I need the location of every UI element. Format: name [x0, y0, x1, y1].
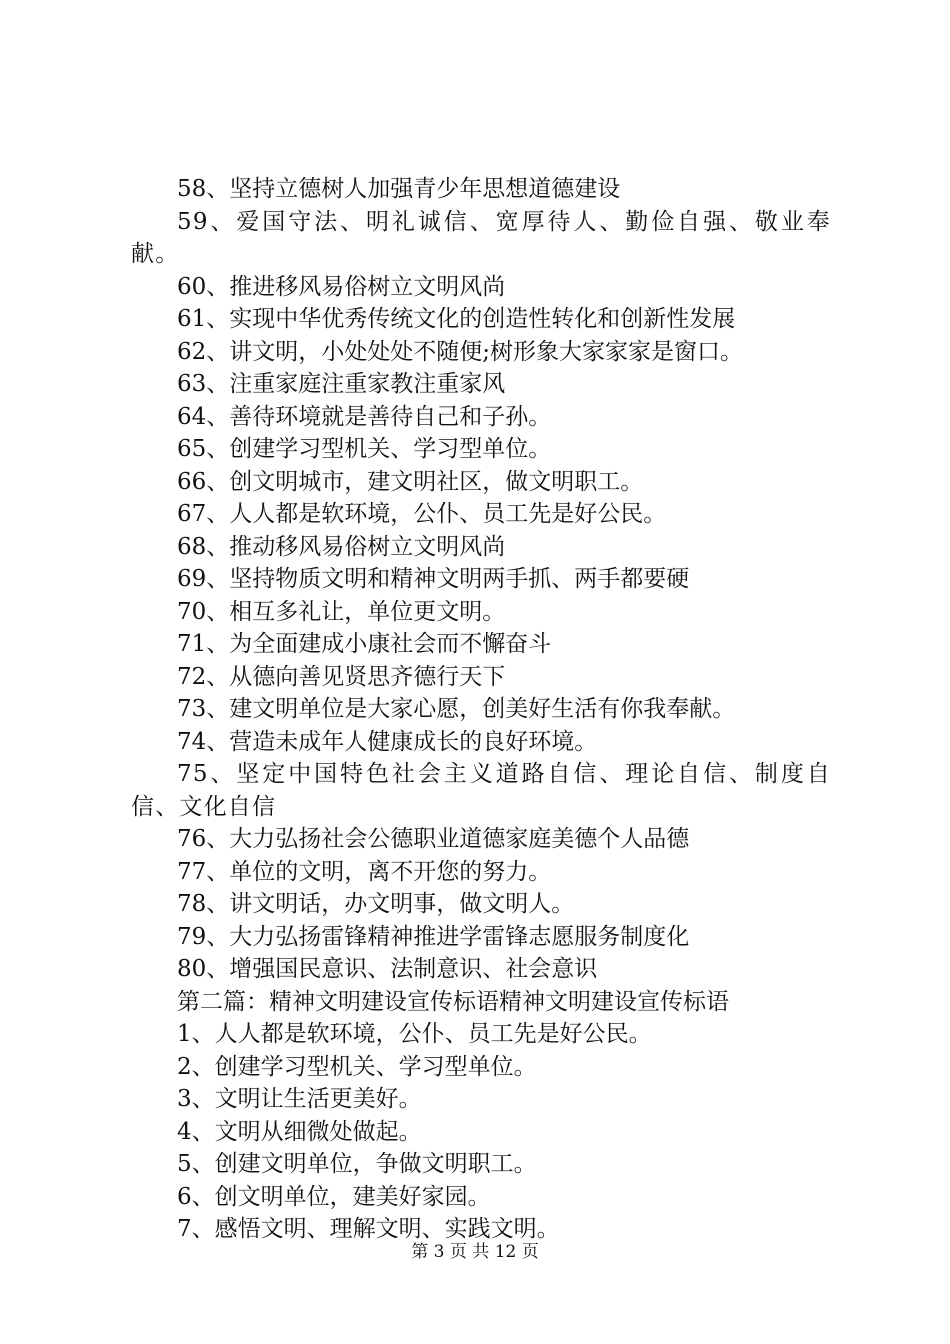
- text-line: 64、善待环境就是善待自己和子孙。: [177, 403, 552, 430]
- document-body: [131, 173, 831, 1246]
- text-line: 80、增强国民意识、法制意识、社会意识: [177, 956, 598, 982]
- section-heading: 第二篇：精神文明建设宣传标语精神文明建设宣传标语: [177, 988, 729, 1015]
- text-line: 3、文明让生活更美好。: [177, 1086, 422, 1112]
- text-line: 66、创文明城市，建文明社区，做文明职工。: [177, 468, 644, 495]
- text-line: 5、创建文明单位，争做文明职工。: [177, 1151, 537, 1177]
- text-line: 62、讲文明，小处处处不随便;树形象大家家家是窗口。: [177, 338, 744, 365]
- text-line: 65、创建学习型机关、学习型单位。: [177, 436, 552, 462]
- text-line: 69、坚持物质文明和精神文明两手抓、两手都要硬: [177, 566, 690, 592]
- text-paragraph: 75、坚定中国特色社会主义道路自信、理论自信、制度自信、文化自信: [131, 761, 831, 820]
- text-line: 7、感悟文明、理解文明、实践文明。: [177, 1216, 560, 1242]
- text-line: 58、坚持立德树人加强青少年思想道德建设: [177, 176, 621, 202]
- text-line: 60、推进移风易俗树立文明风尚: [177, 273, 506, 300]
- text-line: 61、实现中华优秀传统文化的创造性转化和创新性发展: [177, 306, 736, 332]
- text-line: 72、从德向善见贤思齐德行天下: [177, 663, 506, 690]
- text-line: 4、文明从细微处做起。: [177, 1118, 422, 1145]
- text-paragraph: 59、爱国守法、明礼诚信、宽厚待人、勤俭自强、敬业奉献。: [131, 208, 831, 267]
- text-line: 67、人人都是软环境，公仆、员工先是好公民。: [177, 501, 667, 527]
- text-line: 68、推动移风易俗树立文明风尚: [177, 533, 506, 560]
- text-line: 79、大力弘扬雷锋精神推进学雷锋志愿服务制度化: [177, 923, 690, 950]
- page-number-footer: 第 3 页 共 12 页: [411, 1242, 539, 1262]
- text-line: 70、相互多礼让，单位更文明。: [177, 598, 506, 625]
- text-line: 77、单位的文明，离不开您的努力。: [177, 858, 552, 885]
- text-line: 71、为全面建成小康社会而不懈奋斗: [177, 631, 552, 657]
- text-line: 73、建文明单位是大家心愿，创美好生活有你我奉献。: [177, 696, 736, 722]
- text-line: 6、创文明单位，建美好家园。: [177, 1183, 491, 1210]
- text-line: 1、人人都是软环境，公仆、员工先是好公民。: [177, 1021, 652, 1047]
- text-line: 2、创建学习型机关、学习型单位。: [177, 1053, 537, 1080]
- text-line: 63、注重家庭注重家教注重家风: [177, 371, 506, 397]
- text-line: 78、讲文明话，办文明事，做文明人。: [177, 891, 575, 917]
- text-line: 74、营造未成年人健康成长的良好环境。: [177, 728, 598, 755]
- text-line: 76、大力弘扬社会公德职业道德家庭美德个人品德: [177, 826, 690, 852]
